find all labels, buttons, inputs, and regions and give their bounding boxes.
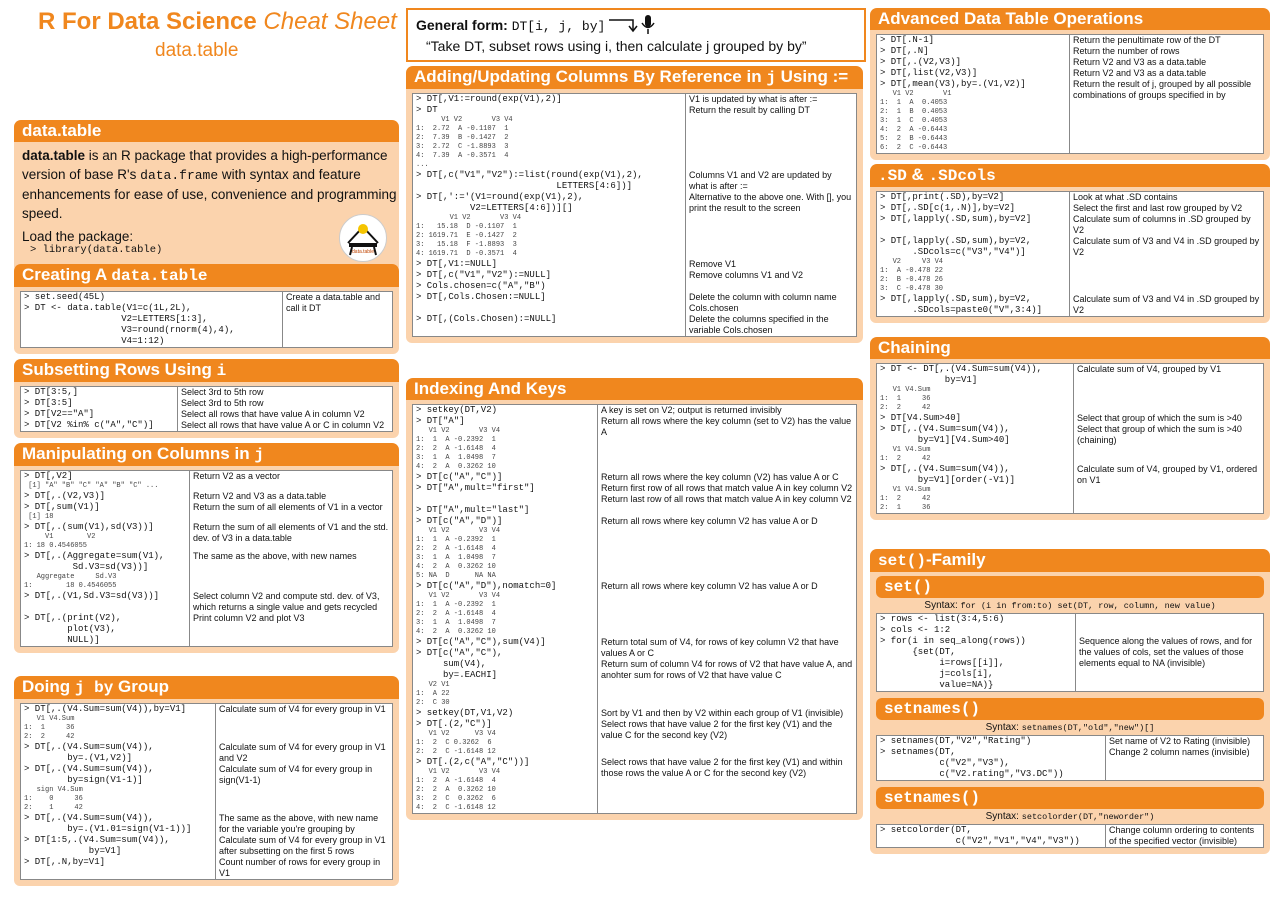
manipulating-table xyxy=(20,470,393,647)
setfamily-header-tail: -Family xyxy=(926,550,986,569)
doing-code-0: > DT[,.(V4.Sum=sum(V4)),by=V1] xyxy=(24,704,187,714)
set-code: > rows <- list(3:4,5:6) > cols <- 1:2 > for(i in seq_along(rows)) {set(DT, i=rows[[i]], j=cols[i], value=NA)} xyxy=(877,614,1076,692)
manip-out-2: [1] 18 xyxy=(24,513,54,521)
setcolorder-desc: Change column ordering to contents of the specified vector (invisible) xyxy=(1109,825,1255,846)
manip-out-3: V1 V2 1: 18 0.4546055 xyxy=(24,533,96,550)
doing-desc-2: Calculate sum of V4 for every group in sign(V1-1) xyxy=(219,764,373,785)
setnames-table xyxy=(876,735,1264,781)
setnames-subheader-text: setnames() xyxy=(884,700,981,718)
sd-code-0: > DT[,print(.SD),by=V2] > DT[,.SD[c(1,.N)],by=V2] > DT[,lapply(.SD,sum),by=V2] xyxy=(880,192,1032,224)
intro-text xyxy=(22,146,397,223)
sd-desc-1: Calculate sum of V3 and V4 in .SD grouped by V2 xyxy=(1073,236,1260,257)
setfamily-header-code: set() xyxy=(878,552,927,570)
intro-section xyxy=(14,120,399,272)
sd-code-1: > DT[,lapply(.SD,sum),by=V2, .SDcols=c("V3","V4")] xyxy=(880,236,1032,257)
adding-code-2: > DT[,V1:=NULL] > DT[,c("V1","V2"):=NULL] > Cols.chosen=c("A","B") > DT[,Cols.Chosen:=NULL] > DT[,(Cols.Chosen):=NULL] xyxy=(416,259,557,324)
sd-header-b: .SDcols xyxy=(928,167,996,185)
idx-desc-5: Sort by V1 and then by V2 within each group of V1 (invisible) Select rows that have value 2 for the first key (V1) and the value C for the second key (V2) xyxy=(601,708,844,740)
indexing-table xyxy=(412,404,857,814)
idx-out-6: V1 V2 V3 V4 1: 2 A -1.6148 4 2: 2 A 0.3262 10 3: 2 C 0.3262 6 4: 2 C -1.6148 12 xyxy=(416,768,501,812)
subsetting-header-text: Subsetting Rows Using xyxy=(22,360,217,379)
creating-header xyxy=(14,264,399,287)
intro-header: data.table xyxy=(14,120,399,142)
doing-desc-1: Calculate sum of V4 for every group in V1 and V2 xyxy=(219,742,386,763)
set-syntax-code: for (i in from:to) set(DT, row, column, new value) xyxy=(960,601,1216,611)
advanced-table xyxy=(876,34,1264,154)
chain-out-1: V1 V4.Sum 1: 2 42 xyxy=(880,446,931,463)
idx-desc-6: Select rows that have value 2 for the first key (V1) and within those rows the value A or C for the second key (V2) xyxy=(601,757,843,778)
adding-desc-2: Remove V1 Remove columns V1 and V2 Delete the column with column name Cols.chosen Delete the columns specified in the variable Cols.chosen xyxy=(689,259,837,335)
doing-header-code: j by xyxy=(74,679,114,697)
load-code: > library(data.table) xyxy=(30,244,163,256)
creating-header-code: data.table xyxy=(111,267,208,285)
creating-desc: Create a data.table and call it DT xyxy=(286,292,381,313)
setcolorder-table xyxy=(876,824,1264,848)
sd-out-1: V2 V3 V4 1: A -0.478 22 2: B -0.478 26 3: C -0.478 30 xyxy=(880,258,944,293)
adding-out-0: V1 V2 V3 V4 1: 2.72 A -0.1107 1 2: 7.39 B -0.1427 2 3: 2.72 C -1.8893 3 4: 7.39 A -0.3571 4 ... xyxy=(416,116,513,169)
manip-code-4: > DT[,.(Aggregate=sum(V1), Sd.V3=sd(V3))] xyxy=(24,551,165,572)
doing-code-3: > DT[,.(V4.Sum=sum(V4)), by=.(V1.01=sign(V1-1))] xyxy=(24,813,192,834)
idx-out-5: V1 V2 V3 V4 1: 2 C 0.3262 6 2: 2 C -1.6148 12 xyxy=(416,730,496,756)
manip-desc-3: Return the sum of all elements of V1 and the std. dev. of V3 in a data.table xyxy=(193,522,389,543)
setnames-desc: Set name of V2 to Rating (invisible) Change 2 column names (invisible) xyxy=(1109,736,1251,757)
setnames-syntax-label: Syntax: xyxy=(985,722,1019,733)
manip-code-6: > DT[,.(print(V2), plot(V3), NULL)] xyxy=(24,613,122,645)
adding-header xyxy=(406,66,863,89)
advanced-section xyxy=(870,8,1270,160)
chain-code-2: > DT[,.(V4.Sum=sum(V4)), by=V1][order(-V1)] xyxy=(880,464,1016,485)
subset-code-3: > DT[V2 %in% c("A","C")] xyxy=(21,420,178,432)
general-code: DT[i, j, by] xyxy=(511,19,606,35)
adding-header-text: Adding/Updating Columns By Reference in xyxy=(414,67,767,86)
doing-code-1: > DT[,.(V4.Sum=sum(V4)), by=.(V1,V2)] xyxy=(24,742,154,763)
creating-section xyxy=(14,264,399,354)
adding-code-0: > DT[,V1:=round(exp(V1),2)] > DT xyxy=(416,94,562,115)
setfamily-header xyxy=(870,549,1270,572)
sd-code-2: > DT[,lapply(.SD,sum),by=V2, .SDcols=paste0("V",3:4)] xyxy=(880,294,1043,315)
setcolorder-syntax xyxy=(876,811,1264,822)
setnames-code: > setnames(DT,"V2","Rating") > setnames(DT, c("V2","V3"), c("V2.rating","V3.DC")) xyxy=(877,736,1106,781)
sd-header-a: .SD xyxy=(878,167,907,185)
advanced-code: > DT[.N-1] > DT[,.N] > DT[,.(V2,V3)] > DT[,list(V2,V3)] > DT[,mean(V3),by=.(V1,V2)] xyxy=(880,35,1026,89)
chain-out-0: V1 V4.Sum 1: 1 36 2: 2 42 xyxy=(880,386,931,412)
subsetting-section xyxy=(14,359,399,438)
idx-out-3: V1 V2 V3 V4 1: 1 A -0.2392 1 2: 2 A -1.6148 4 3: 1 A 1.0498 7 4: 2 A 0.3262 10 xyxy=(416,592,501,636)
idx-desc-2: Return all rows where key column V2 has value A or D xyxy=(601,516,818,526)
idx-out-2: V1 V2 V3 V4 1: 1 A -0.2392 1 2: 2 A -1.6148 4 3: 1 A 1.0498 7 4: 2 A 0.3262 10 5: NA D NA NA xyxy=(416,527,501,580)
subset-desc-0: Select 3rd to 5th row xyxy=(181,387,264,397)
advanced-header: Advanced Data Table Operations xyxy=(870,8,1270,30)
chain-desc-1: Select that group of which the sum is >40 Select that group of which the sum is >40 (chaining) xyxy=(1077,413,1242,445)
setcolorder-syntax-label: Syntax: xyxy=(985,811,1019,822)
doing-out-0: V1 V4.Sum 1: 1 36 2: 2 42 xyxy=(24,715,75,741)
sd-desc-2: Calculate sum of V3 and V4 in .SD grouped by V2 xyxy=(1073,294,1260,315)
setfamily-section xyxy=(870,549,1270,854)
setcolorder-syntax-code: setcolorder(DT,"neworder") xyxy=(1021,812,1155,822)
doing-header-text: Doing xyxy=(22,677,75,696)
set-subheader xyxy=(876,576,1264,598)
datatable-logo xyxy=(339,214,387,262)
creating-header-text: Creating A xyxy=(22,265,112,284)
manipulating-header-code: j xyxy=(254,446,264,464)
title-italic: Cheat Sheet xyxy=(263,8,397,35)
idx-code-4: > DT[c("A","C"),sum(V4)] > DT[c("A","C"), sum(V4), by=.EACHI] xyxy=(416,637,546,680)
page-title xyxy=(38,8,397,36)
intro-bold: data.table xyxy=(22,148,86,163)
doing-desc-3: The same as the above, with new name for the variable you're grouping by xyxy=(219,813,379,834)
idx-code-2: > DT[c("A","D")] xyxy=(416,516,503,526)
chaining-section xyxy=(870,337,1270,520)
chaining-table xyxy=(876,363,1264,514)
manip-code-2: > DT[,sum(V1)] xyxy=(24,502,100,512)
manip-code-5: > DT[,.(V1,Sd.V3=sd(V3))] xyxy=(24,591,160,601)
manip-out-4: Aggregate Sd.V3 1: 18 0.4546055 xyxy=(24,573,117,590)
chaining-header: Chaining xyxy=(870,337,1270,359)
chain-desc-2: Calculate sum of V4, grouped by V1, ordered on V1 xyxy=(1077,464,1258,485)
doing-section xyxy=(14,676,399,886)
idx-desc-0: A key is set on V2; output is returned invisibly Return all rows where the key column (set to V2) has the value A xyxy=(601,405,852,437)
manip-desc-4: The same as the above, with new names xyxy=(193,551,357,561)
advanced-desc: Return the penultimate row of the DT Return the number of rows Return V2 and V3 as a data.table Return V2 and V3 as a data.table Return the result of j, grouped by all possible combinations of groups specified in by xyxy=(1073,35,1252,100)
intro-text1: is an R package that provides a high-performance version of base R's xyxy=(22,148,388,182)
adding-desc-0: V1 is updated by what is after := Return the result by calling DT xyxy=(689,94,818,115)
subsetting-header xyxy=(14,359,399,382)
doing-out-2: sign V4.Sum 1: 0 36 2: 1 42 xyxy=(24,786,83,812)
manipulating-section xyxy=(14,443,399,653)
manip-code-3: > DT[,.(sum(V1),sd(V3))] xyxy=(24,522,154,532)
set-syntax-label: Syntax: xyxy=(924,600,958,611)
doing-code-2: > DT[,.(V4.Sum=sum(V4)), by=sign(V1-1)] xyxy=(24,764,154,785)
setnames-syntax xyxy=(876,722,1264,733)
chain-code-0: > DT <- DT[,.(V4.Sum=sum(V4)), by=V1] xyxy=(880,364,1043,385)
subset-desc-1: Select 3rd to 5th row xyxy=(181,398,264,408)
idx-code-5: > setkey(DT,V1,V2) > DT[.(2,"C")] xyxy=(416,708,514,729)
doing-desc-4: Calculate sum of V4 for every group in V1 after subsetting on the first 5 rows xyxy=(219,835,386,856)
idx-code-0: > setkey(DT,V2) > DT["A"] xyxy=(416,405,498,426)
idx-desc-4: Return total sum of V4, for rows of key column V2 that have values A or C Return sum of column V4 for rows of V2 that have value A, and anohter sum for rows of V2 that have value C xyxy=(601,637,853,680)
general-form-line xyxy=(416,14,659,39)
adding-section xyxy=(406,66,863,343)
doing-code-4: > DT[1:5,.(V4.Sum=sum(V4)), by=V1] xyxy=(24,835,170,856)
idx-out-4: V2 V1 1: A 22 2: C 30 xyxy=(416,681,450,707)
subset-code-1: > DT[3:5] xyxy=(21,398,178,409)
manipulating-header-text: Manipulating on Columns in xyxy=(22,444,255,463)
manip-desc-5: Select column V2 and compute std. dev. of V3, which returns a single value and gets recycled xyxy=(193,591,380,612)
adding-header-tail: Using := xyxy=(775,67,849,86)
doing-code-5: > DT[,.N,by=V1] xyxy=(24,857,106,867)
manip-code-0: > DT[,V2] xyxy=(24,471,73,481)
indexing-section xyxy=(406,378,863,820)
subsetting-header-code: i xyxy=(216,362,227,380)
load-label: Load the package: xyxy=(22,229,134,244)
chain-out-2: V1 V4.Sum 1: 2 42 2: 1 36 xyxy=(880,486,931,512)
idx-desc-1: Return all rows where the key column (V2) has value A or C Return first row of all rows that match value A in key column V2 Return last row of all rows that match value A in key column V2 xyxy=(601,472,853,504)
logo-text: data.table xyxy=(352,249,374,255)
set-desc: Sequence along the values of rows, and for the values of cols, set the values of those elements equal to NA (invisible) xyxy=(1079,636,1253,668)
doing-header xyxy=(14,676,399,699)
title-main: R For Data Science xyxy=(38,8,257,35)
setcolorder-code: > setcolorder(DT, c("V2","V1","V4","V3")) xyxy=(877,825,1106,848)
setcolorder-subheader-text: setnames() xyxy=(884,789,981,807)
general-form-box xyxy=(406,8,866,62)
subset-code-2: > DT[V2=="A"] xyxy=(21,409,178,420)
setnames-syntax-code: setnames(DT,"old","new")[] xyxy=(1021,723,1155,733)
general-quote: “Take DT, subset rows using i, then calculate j grouped by by” xyxy=(426,38,807,54)
adding-out-1: V1 V2 V3 V4 1: 15.18 D -0.1107 1 2: 1619.71 E -0.1427 2 3: 15.18 F -1.8893 3 4: 1619.71 D -0.3571 4 xyxy=(416,214,522,258)
doing-header-tail: Group xyxy=(113,677,170,696)
adding-code-1: > DT[,c("V1","V2"):=list(round(exp(V1),2), LETTERS[4:6])] > DT[,':='(V1=round(exp(V1),2), V2=LETTERS[4:6])][] xyxy=(416,170,643,213)
mic-icon xyxy=(609,14,659,39)
subset-desc-3: Select all rows that have value A or C in column V2 xyxy=(181,420,385,430)
subset-desc-2: Select all rows that have value A in column V2 xyxy=(181,409,365,419)
manip-desc-1: Return V2 and V3 as a data.table xyxy=(193,491,327,501)
doing-desc-5: Count number of rows for every group in V1 xyxy=(219,857,381,878)
creating-code: > set.seed(45L) > DT <- data.table(V1=c(1L,2L), V2=LETTERS[1:3], V3=round(rnorm(4),4), V4=1:12) xyxy=(21,292,283,348)
subsetting-table xyxy=(20,386,393,432)
manip-desc-2: Return the sum of all elements of V1 in a vector xyxy=(193,502,383,512)
sd-table xyxy=(876,191,1264,317)
sd-desc-0: Look at what .SD contains Select the first and last row grouped by V2 Calculate sum of columns in .SD grouped by V2 xyxy=(1073,192,1251,235)
set-syntax xyxy=(876,600,1264,611)
chain-desc-0: Calculate sum of V4, grouped by V1 xyxy=(1077,364,1222,374)
general-label: General form: xyxy=(416,17,508,34)
set-subheader-text: set() xyxy=(884,578,933,596)
adding-header-code: j xyxy=(766,69,776,87)
idx-code-3: > DT[c("A","D"),nomatch=0] xyxy=(416,581,557,591)
adding-desc-1: Columns V1 and V2 are updated by what is after := Alternative to the above one. With [], you print the result to the screen xyxy=(689,170,852,213)
sd-header xyxy=(870,164,1270,187)
sd-section xyxy=(870,164,1270,323)
manip-desc-0: Return V2 as a vector xyxy=(193,471,281,481)
adding-table xyxy=(412,93,857,337)
idx-code-6: > DT[.(2,c("A","C"))] xyxy=(416,757,530,767)
sd-header-amp: & xyxy=(906,165,929,184)
manip-code-1: > DT[,.(V2,V3)] xyxy=(24,491,106,501)
setnames-subheader xyxy=(876,698,1264,720)
doing-desc-0: Calculate sum of V4 for every group in V1 xyxy=(219,704,386,714)
indexing-header: Indexing And Keys xyxy=(406,378,863,400)
page-subtitle: data.table xyxy=(155,40,239,61)
manipulating-header xyxy=(14,443,399,466)
intro-text2: with syntax and feature enhancements for ease of use, convenience and programming speed. xyxy=(22,167,397,221)
doing-table xyxy=(20,703,393,880)
setcolorder-subheader xyxy=(876,787,1264,809)
idx-out-0: V1 V2 V3 V4 1: 1 A -0.2392 1 2: 2 A -1.6148 4 3: 1 A 1.0498 7 4: 2 A 0.3262 10 xyxy=(416,427,501,471)
manip-desc-6: Print column V2 and plot V3 xyxy=(193,613,305,623)
chain-code-1: > DT[V4.Sum>40] > DT[,.(V4.Sum=sum(V4)), by=V1][V4.Sum>40] xyxy=(880,413,1010,445)
creating-table xyxy=(20,291,393,348)
set-table xyxy=(876,613,1264,692)
idx-code-1: > DT[c("A","C")] > DT["A",mult="first"] > DT["A",mult="last"] xyxy=(416,472,535,515)
idx-desc-3: Return all rows where key column V2 has value A or D xyxy=(601,581,818,591)
intro-code: data.frame xyxy=(140,168,219,183)
advanced-out: V1 V2 V1 1: 1 A 0.4053 2: 1 B 0.4053 3: 1 C 0.4053 4: 2 A -0.6443 5: 2 B -0.6443 6: 2 C -0.6443 xyxy=(880,90,952,152)
subset-code-0: > DT[3:5,] xyxy=(21,387,178,399)
manip-out-0: [1] "A" "B" "C" "A" "B" "C" ... xyxy=(24,482,159,490)
